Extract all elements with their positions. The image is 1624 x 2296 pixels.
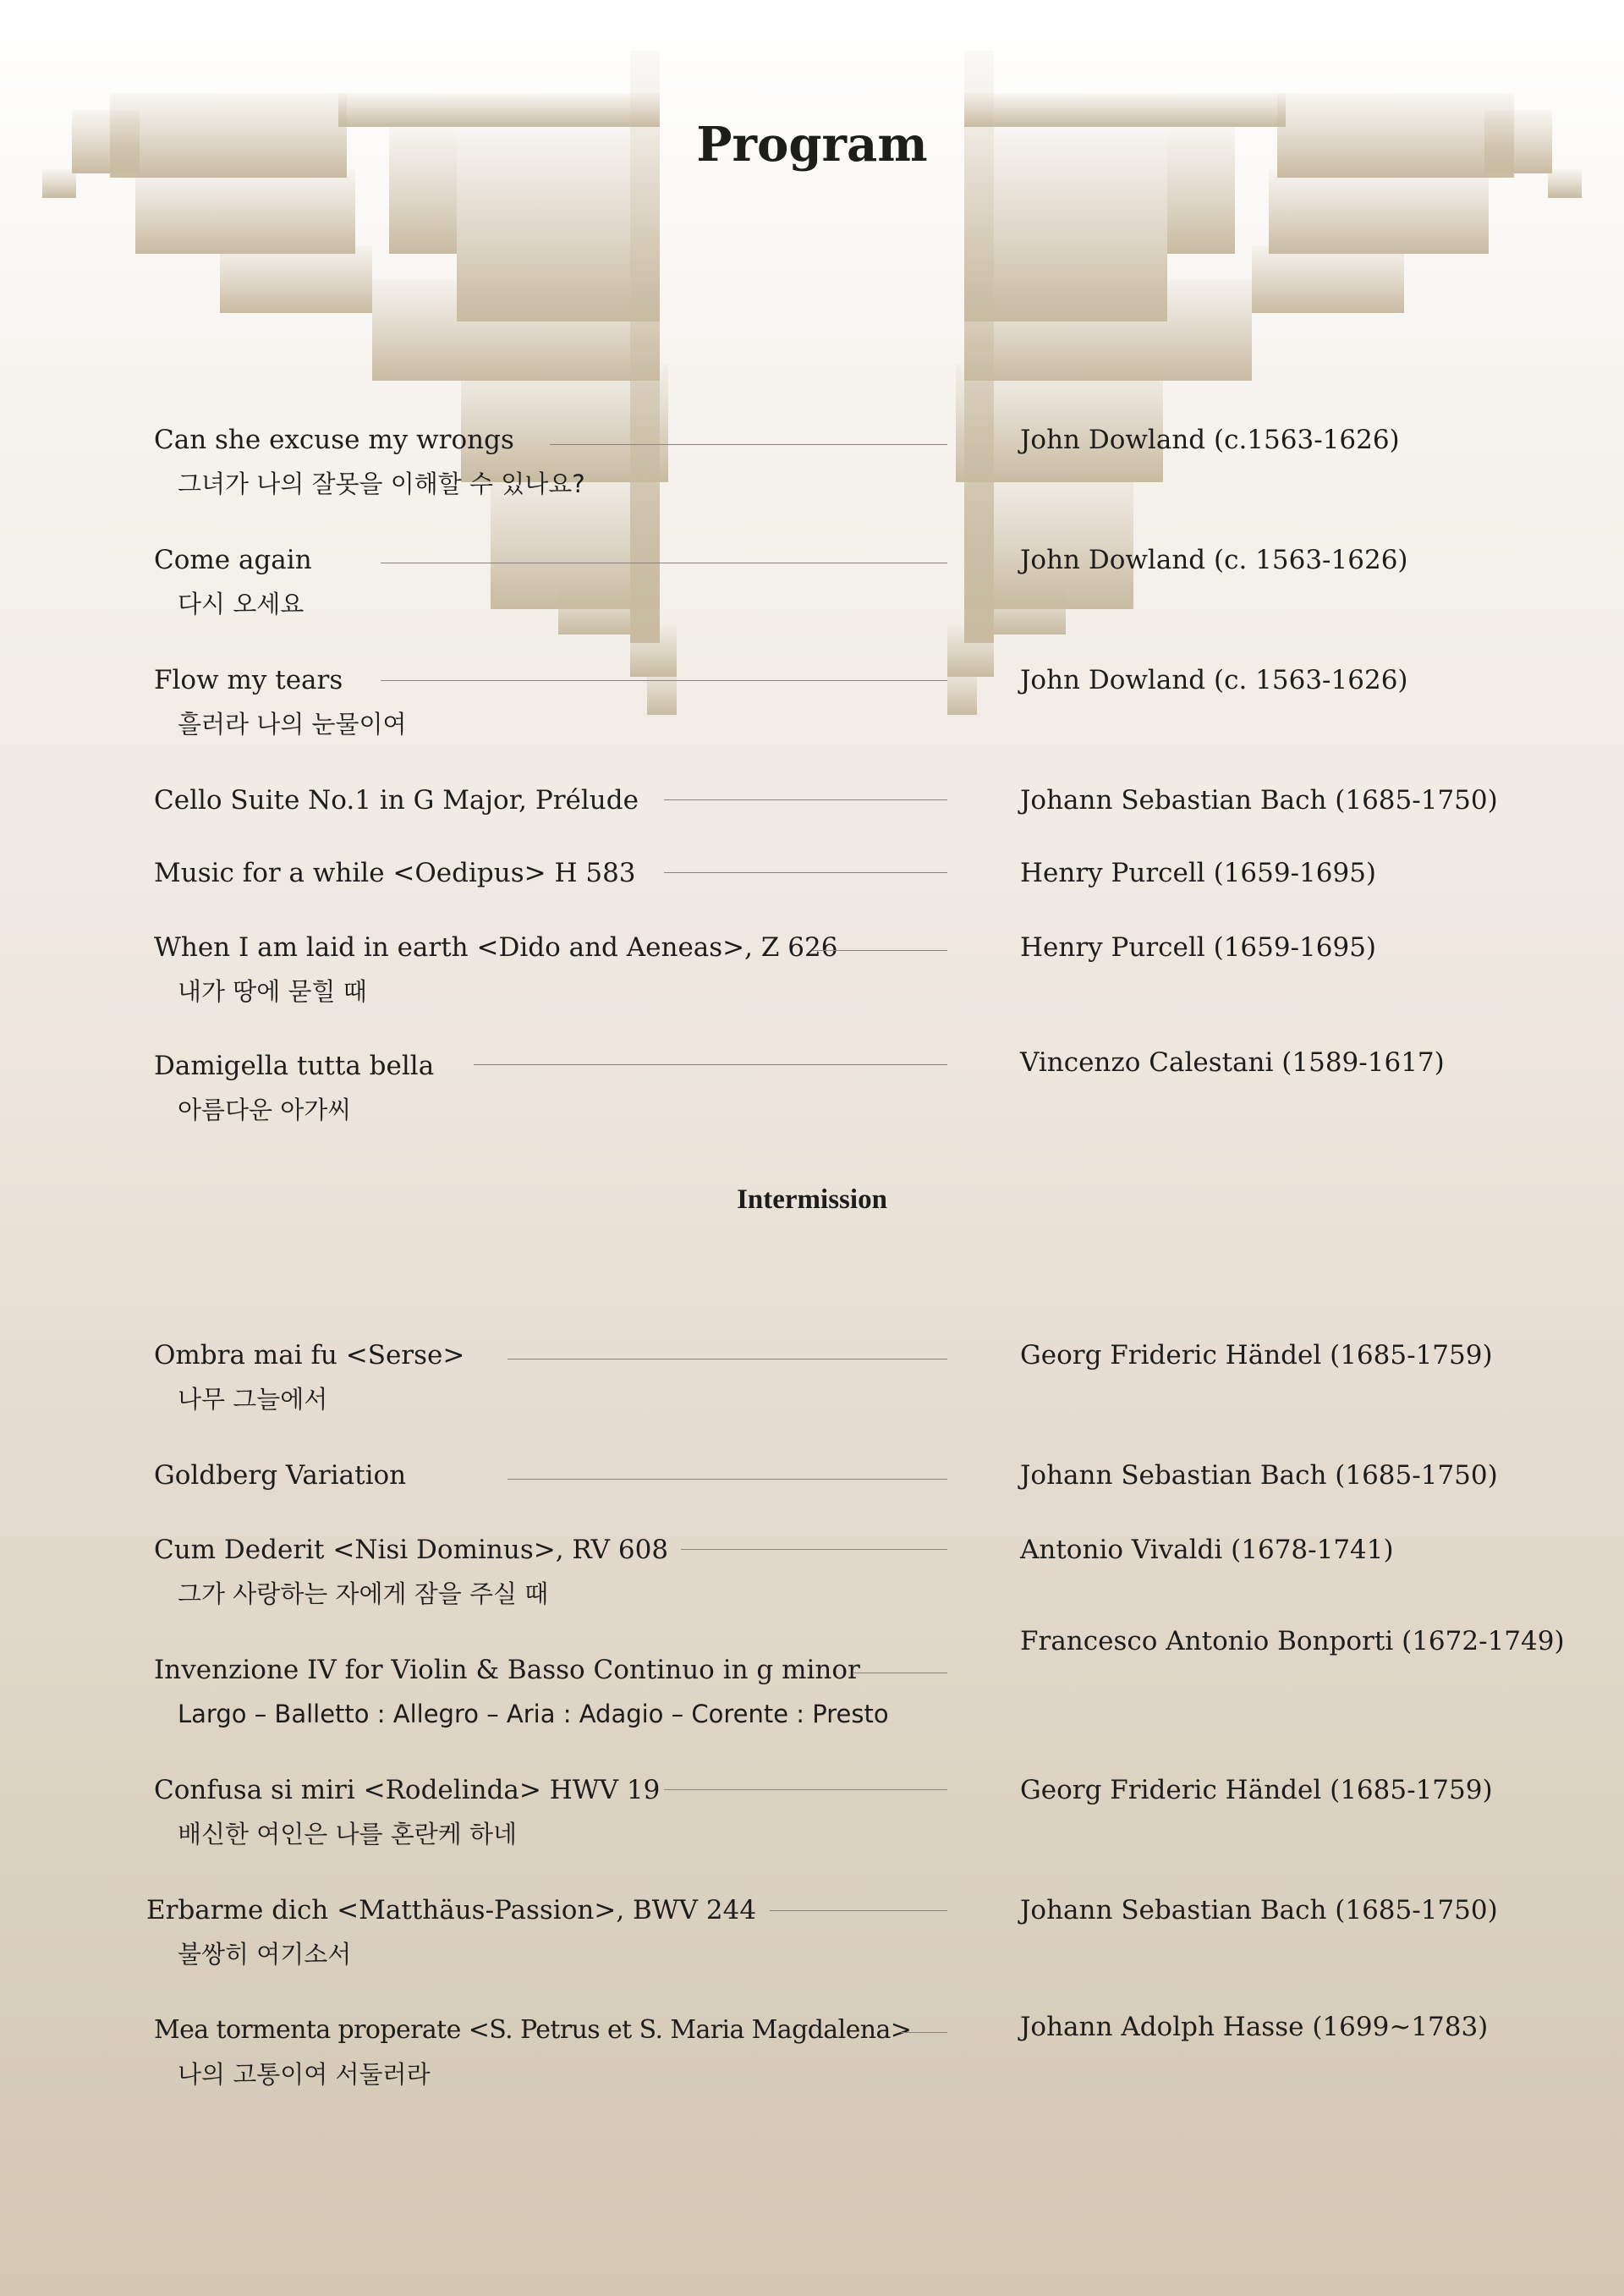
piece-subtitle: 나무 그늘에서 — [178, 1385, 328, 1414]
leader-line — [550, 444, 947, 445]
leader-line — [901, 2032, 947, 2033]
piece-title: Come again — [154, 545, 312, 575]
leader-line — [381, 680, 947, 681]
page-title: Program — [696, 117, 928, 173]
piece-title: Invenzione IV for Violin & Basso Continuo in g minor — [154, 1655, 860, 1685]
composer: Georg Frideric Händel (1685-1759) — [1020, 1775, 1493, 1805]
intermission-heading: Intermission — [737, 1184, 887, 1215]
piece-title: Flow my tears — [154, 665, 343, 695]
composer: Johann Sebastian Bach (1685-1750) — [1020, 785, 1498, 816]
piece-subtitle: Largo – Balletto : Allegro – Aria : Adagio – Corente : Presto — [178, 1700, 889, 1728]
pixel-ornament-decoration — [0, 0, 1624, 761]
composer: Georg Frideric Händel (1685-1759) — [1020, 1340, 1493, 1370]
leader-line — [664, 1789, 947, 1790]
piece-title: Ombra mai fu <Serse> — [154, 1340, 465, 1370]
piece-title: Erbarme dich <Matthäus-Passion>, BWV 244 — [146, 1895, 757, 1925]
leader-line — [474, 1064, 947, 1065]
leader-line — [664, 872, 947, 873]
program-item — [0, 1626, 1624, 1755]
composer: John Dowland (c. 1563-1626) — [1020, 545, 1408, 575]
piece-title: When I am laid in earth <Dido and Aeneas>, Z 626 — [154, 932, 838, 963]
program-item — [0, 1338, 1624, 1440]
leader-line — [664, 799, 947, 800]
composer: Antonio Vivaldi (1678-1741) — [1020, 1535, 1394, 1565]
composer: John Dowland (c.1563-1626) — [1020, 425, 1400, 455]
leader-line — [508, 1479, 947, 1480]
program-item — [0, 931, 1624, 1032]
piece-subtitle: 나의 고통이여 서둘러라 — [178, 2060, 431, 2089]
program-item — [0, 2013, 1624, 2115]
piece-title: Cum Dederit <Nisi Dominus>, RV 608 — [154, 1535, 669, 1565]
piece-title: Confusa si miri <Rodelinda> HWV 19 — [154, 1775, 661, 1805]
piece-subtitle: 흘러라 나의 눈물이여 — [178, 710, 407, 739]
program-item — [0, 1049, 1624, 1151]
piece-subtitle: 아름다운 아가씨 — [178, 1096, 352, 1124]
program-item — [0, 423, 1624, 525]
program-item — [0, 1773, 1624, 1875]
piece-subtitle: 그녀가 나의 잘못을 이해할 수 있나요? — [178, 470, 585, 498]
leader-line — [812, 950, 947, 951]
composer: Henry Purcell (1659-1695) — [1020, 858, 1377, 888]
piece-title: Can she excuse my wrongs — [154, 425, 514, 455]
composer: Johann Adolph Hasse (1699~1783) — [1020, 2012, 1489, 2042]
piece-title: Mea tormenta properate <S. Petrus et S. Maria Magdalena> — [154, 2015, 912, 2045]
program-item — [0, 543, 1624, 645]
composer: Vincenzo Calestani (1589-1617) — [1020, 1047, 1445, 1078]
program-item — [0, 1893, 1624, 1995]
program-item — [0, 663, 1624, 765]
composer: John Dowland (c. 1563-1626) — [1020, 665, 1408, 695]
piece-subtitle: 다시 오세요 — [178, 590, 304, 618]
piece-title: Damigella tutta bella — [154, 1051, 435, 1081]
leader-line — [770, 1910, 947, 1911]
piece-subtitle: 그가 사랑하는 자에게 잠을 주실 때 — [178, 1579, 549, 1608]
piece-title: Music for a while <Oedipus> H 583 — [154, 858, 636, 888]
piece-subtitle: 배신한 여인은 나를 혼란케 하네 — [178, 1820, 518, 1848]
leader-line — [681, 1549, 947, 1550]
composer: Henry Purcell (1659-1695) — [1020, 932, 1377, 963]
piece-subtitle: 내가 땅에 묻힐 때 — [178, 977, 367, 1006]
program-item — [0, 1533, 1624, 1634]
composer: Francesco Antonio Bonporti (1672-1749) — [1020, 1626, 1565, 1656]
piece-title: Goldberg Variation — [154, 1460, 407, 1491]
composer: Johann Sebastian Bach (1685-1750) — [1020, 1895, 1498, 1925]
piece-title: Cello Suite No.1 in G Major, Prélude — [154, 785, 639, 816]
piece-subtitle: 불쌍히 여기소서 — [178, 1940, 352, 1969]
composer: Johann Sebastian Bach (1685-1750) — [1020, 1460, 1498, 1491]
